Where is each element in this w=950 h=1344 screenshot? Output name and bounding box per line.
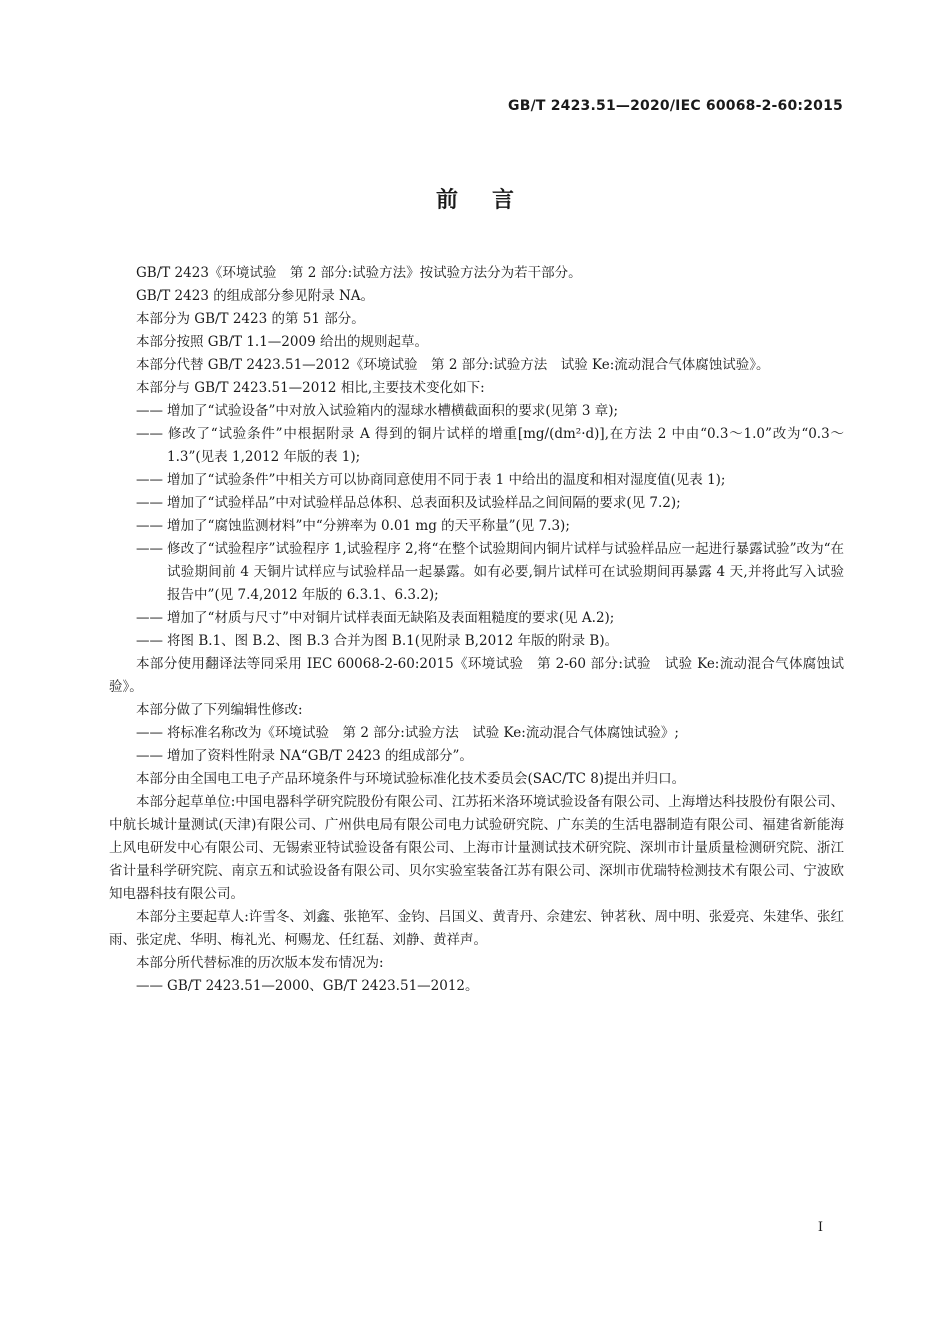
paragraph: 本部分与 GB/T 2423.51—2012 相比,主要技术变化如下: bbox=[136, 380, 485, 396]
change-list-item bbox=[109, 538, 844, 607]
dash-marker: —— bbox=[136, 518, 163, 534]
history-text: GB/T 2423.51—2000、GB/T 2423.51—2012。 bbox=[167, 978, 479, 994]
editorial-text: 将标准名称改为《环境试验 第 2 部分:试验方法 试验 Ke:流动混合气体腐蚀试验》; bbox=[167, 725, 679, 741]
translation-paragraph: 本部分使用翻译法等同采用 IEC 60068-2-60:2015《环境试验 第 2-60 部分:试验 试验 Ke:流动混合气体腐蚀试验》。 bbox=[109, 656, 844, 695]
dash-marker: —— bbox=[136, 610, 163, 626]
change-text: 增加了“试验条件”中相关方可以协商同意使用不同于表 1 中给出的温度和相对湿度值(见表 1); bbox=[167, 472, 726, 488]
dash-marker: —— bbox=[136, 541, 163, 557]
drafting-units-paragraph: 本部分起草单位:中国电器科学研究院股份有限公司、江苏拓米洛环境试验设备有限公司、上海增达科技股份有限公司、中航长城计量测试(天津)有限公司、广州供电局有限公司电力试验研究院、广东美的生活电器制造有限公司、福建省新能海上风电研发中心有限公司、无锡索亚特试验设备有限公司、上海市计量测试技术研究院、深圳市计量质量检测研究院、浙江省计量科学研究院、南京五和试验设备有限公司、贝尔实验室装备江苏有限公司、深圳市优瑞特检测技术有限公司、宁波欧知电器科技有限公司。 bbox=[109, 794, 844, 902]
dash-marker: —— bbox=[136, 978, 163, 994]
change-text: 增加了“材质与尺寸”中对铜片试样表面无缺陷及表面粗糙度的要求(见 A.2); bbox=[167, 610, 615, 626]
editorial-text: 增加了资料性附录 NA“GB/T 2423 的组成部分”。 bbox=[167, 748, 473, 764]
dash-marker: —— bbox=[136, 472, 163, 488]
dash-marker: —— bbox=[136, 748, 163, 764]
page-title: 前言 bbox=[435, 188, 548, 213]
dash-marker: —— bbox=[136, 495, 163, 511]
foreword-body bbox=[109, 262, 844, 998]
change-list-item bbox=[109, 469, 844, 492]
paragraph: 本部分代替 GB/T 2423.51—2012《环境试验 第 2 部分:试验方法 试验 Ke:流动混合气体腐蚀试验》。 bbox=[136, 357, 770, 373]
change-text: 将图 B.1、图 B.2、图 B.3 合并为图 B.1(见附录 B,2012 年版的附录 B)。 bbox=[167, 633, 619, 649]
dash-marker: —— bbox=[136, 725, 163, 741]
page-number: I bbox=[817, 1220, 823, 1235]
paragraph: GB/T 2423《环境试验 第 2 部分:试验方法》按试验方法分为若干部分。 bbox=[136, 265, 582, 281]
history-list-item bbox=[109, 975, 844, 998]
proposer-paragraph: 本部分由全国电工电子产品环境条件与环境试验标准化技术委员会(SAC/TC 8)提出并归口。 bbox=[136, 771, 686, 787]
change-list-item bbox=[109, 630, 844, 653]
dash-marker: —— bbox=[136, 633, 163, 649]
change-list-item bbox=[109, 400, 844, 423]
history-intro: 本部分所代替标准的历次版本发布情况为: bbox=[136, 955, 384, 971]
paragraph: 本部分为 GB/T 2423 的第 51 部分。 bbox=[136, 311, 365, 327]
dash-marker: —— bbox=[136, 426, 163, 442]
change-list-item bbox=[109, 423, 844, 469]
standard-number-header: GB/T 2423.51—2020/IEC 60068-2-60:2015 bbox=[508, 98, 843, 114]
change-list-item bbox=[109, 515, 844, 538]
paragraph: GB/T 2423 的组成部分参见附录 NA。 bbox=[136, 288, 375, 304]
paragraph: 本部分按照 GB/T 1.1—2009 给出的规则起草。 bbox=[136, 334, 428, 350]
change-list-item bbox=[109, 492, 844, 515]
editorial-list-item bbox=[109, 722, 844, 745]
change-text: 修改了“试验程序”试验程序 1,试验程序 2,将“在整个试验期间内铜片试样与试验样品应一起进行暴露试验”改为“在试验期间前 4 天铜片试样应与试验样品一起暴露。如有必要,铜片试样可在试验期间再暴露 4 天,并将此写入试验报告中”(见 7.4,2012 年版的 6.3.1、6.3.2); bbox=[167, 541, 844, 603]
change-text: 增加了“腐蚀监测材料”中“分辨率为 0.01 mg 的天平称量”(见 7.3); bbox=[167, 518, 570, 534]
change-text: 增加了“试验设备”中对放入试验箱内的湿球水槽横截面积的要求(见第 3 章); bbox=[167, 403, 619, 419]
drafters-paragraph: 本部分主要起草人:许雪冬、刘鑫、张艳军、金钧、吕国义、黄青丹、佘建宏、钟茗秋、周中明、张爱亮、朱建华、张红雨、张定虎、华明、梅礼光、柯赐龙、任红磊、刘静、黄祥声。 bbox=[109, 909, 844, 948]
change-text: 修改了“试验条件”中根据附录 A 得到的铜片试样的增重[mg/(dm²·d)],在方法 2 中由“0.3～1.0”改为“0.3～1.3”(见表 1,2012 年版的表 1); bbox=[167, 426, 844, 465]
dash-marker: —— bbox=[136, 403, 163, 419]
change-text: 增加了“试验样品”中对试验样品总体积、总表面积及试验样品之间间隔的要求(见 7.2); bbox=[167, 495, 681, 511]
change-list-item bbox=[109, 607, 844, 630]
editorial-intro: 本部分做了下列编辑性修改: bbox=[136, 702, 303, 718]
editorial-list-item bbox=[109, 745, 844, 768]
